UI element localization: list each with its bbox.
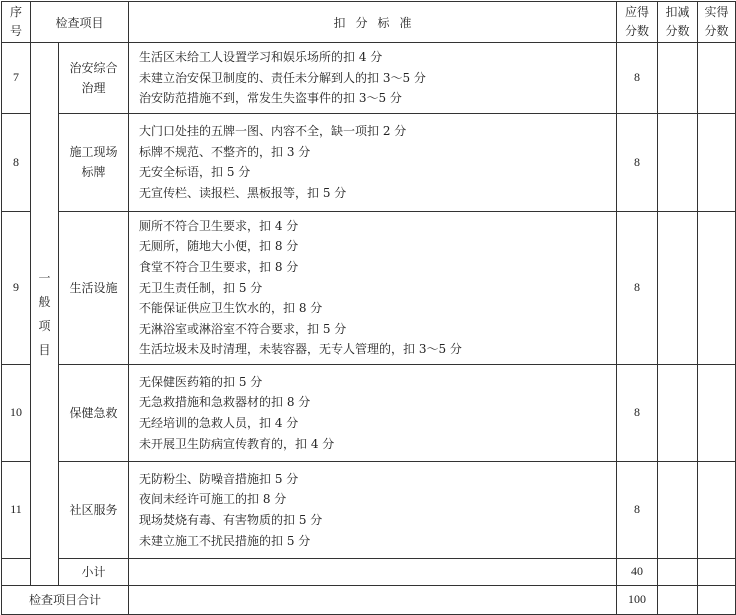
row-deduct-score[interactable]	[658, 364, 698, 461]
row-criteria: 无防粉尘、防噪音措施扣 5 分 夜间未经许可施工的扣 8 分 现场焚烧有毒、有害物质的扣 5 分 未建立施工不扰民措施的扣 5 分	[129, 461, 617, 558]
row-criteria: 厕所不符合卫生要求，扣 4 分 无厕所，随地大小便，扣 8 分 食堂不符合卫生要求，扣 8 分 无卫生责任制，扣 5 分 不能保证供应卫生饮水的，扣 8 分 无淋浴室或淋浴室不符合要求，扣 5 分 生活垃圾未及时清理，未装容器，无专人管理的，扣 3～5 分	[129, 211, 617, 364]
header-item: 检查项目	[31, 2, 129, 43]
row-criteria: 无保健医药箱的扣 5 分 无急救措施和急救器材的扣 8 分 无经培训的急救人员，扣 4 分 未开展卫生防病宣传教育的，扣 4 分	[129, 364, 617, 461]
row-due-score: 8	[617, 113, 658, 211]
row-actual-score[interactable]	[698, 461, 736, 558]
row-criteria: 大门口处挂的五牌一图、内容不全，缺一项扣 2 分 标牌不规范、不整齐的，扣 3 分 无安全标语，扣 5 分 无宣传栏、读报栏、黑板报等，扣 5 分	[129, 113, 617, 211]
row-actual-score[interactable]	[698, 113, 736, 211]
category-general-items: 一 般 项 目	[31, 43, 59, 586]
total-actual-score[interactable]	[698, 585, 736, 614]
row-item: 治安综合 治理	[59, 43, 129, 114]
row-due-score: 8	[617, 461, 658, 558]
inspection-table-wrapper	[1, 1, 736, 615]
table-row	[2, 364, 736, 461]
header-criteria: 扣 分 标 准	[129, 2, 617, 43]
row-item: 社区服务	[59, 461, 129, 558]
row-seq: 7	[2, 43, 31, 114]
header-seq: 序 号	[2, 2, 31, 43]
row-actual-score[interactable]	[698, 364, 736, 461]
table-row	[2, 461, 736, 558]
row-deduct-score[interactable]	[658, 461, 698, 558]
header-due-score: 应得 分数	[617, 2, 658, 43]
table-row	[2, 43, 736, 114]
header-actual-score: 实得 分数	[698, 2, 736, 43]
row-seq: 8	[2, 113, 31, 211]
total-label: 检查项目合计	[2, 585, 129, 614]
subtotal-label: 小计	[59, 558, 129, 585]
row-criteria: 生活区未给工人设置学习和娱乐场所的扣 4 分 未建立治安保卫制度的、责任未分解到人的扣 3～5 分 治安防范措施不到，常发生失盗事件的扣 3～5 分	[129, 43, 617, 114]
table-row	[2, 211, 736, 364]
subtotal-row	[2, 558, 736, 585]
row-deduct-score[interactable]	[658, 43, 698, 114]
row-actual-score[interactable]	[698, 43, 736, 114]
row-deduct-score[interactable]	[658, 211, 698, 364]
row-seq: 9	[2, 211, 31, 364]
row-due-score: 8	[617, 211, 658, 364]
row-seq: 11	[2, 461, 31, 558]
row-due-score: 8	[617, 364, 658, 461]
row-deduct-score[interactable]	[658, 113, 698, 211]
inspection-scoring-table	[1, 1, 736, 615]
row-actual-score[interactable]	[698, 211, 736, 364]
total-criteria-cell	[129, 585, 617, 614]
total-due-score: 100	[617, 585, 658, 614]
subtotal-actual-score[interactable]	[698, 558, 736, 585]
row-item: 生活设施	[59, 211, 129, 364]
subtotal-deduct-score[interactable]	[658, 558, 698, 585]
total-deduct-score[interactable]	[658, 585, 698, 614]
row-due-score: 8	[617, 43, 658, 114]
subtotal-seq-cell	[2, 558, 31, 585]
subtotal-criteria-cell	[129, 558, 617, 585]
subtotal-due-score: 40	[617, 558, 658, 585]
row-item: 保健急救	[59, 364, 129, 461]
header-deduct-score: 扣减 分数	[658, 2, 698, 43]
table-row	[2, 113, 736, 211]
header-row	[2, 2, 736, 43]
total-row	[2, 585, 736, 614]
row-seq: 10	[2, 364, 31, 461]
row-item: 施工现场 标牌	[59, 113, 129, 211]
